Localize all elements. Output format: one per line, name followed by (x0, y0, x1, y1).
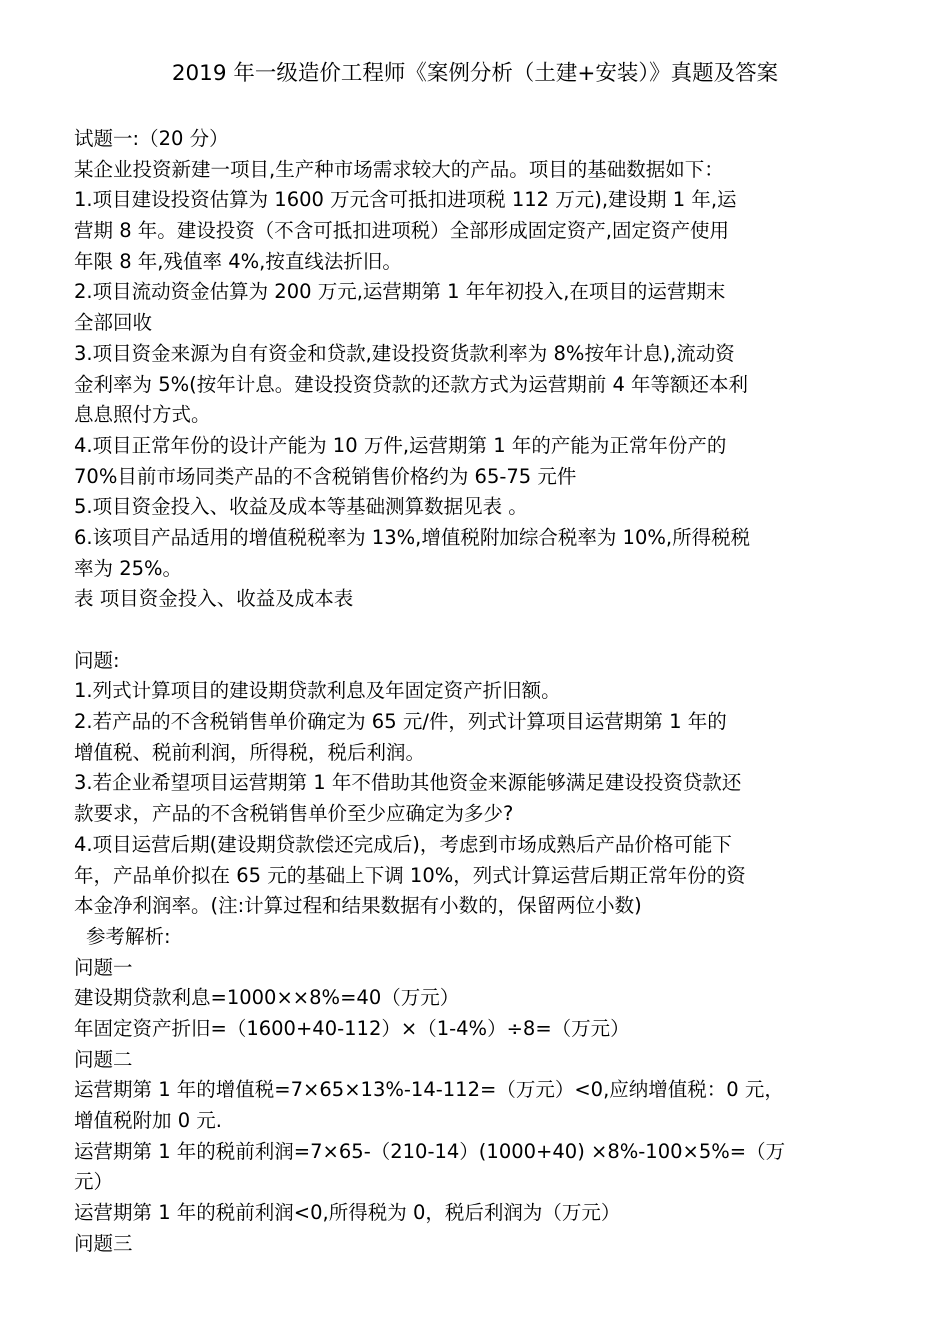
text-line: 试题一:（20 分） (74, 127, 229, 150)
text-line: 元） (74, 1170, 114, 1194)
document-body (74, 124, 854, 1259)
document-title: 2019 年一级造价工程师《案例分析（土建+安装）》真题及答案 (171, 61, 779, 86)
text-line: 运营期第 1 年的增值税=7×65×13%-14-112=（万元）<0,应纳增值税：0 元， (74, 1078, 784, 1102)
text-line: 本金净利润率。(注:计算过程和结果数据有小数的，保留两位小数) (74, 894, 642, 918)
text-line: 1.列式计算项目的建设期贷款利息及年固定资产折旧额。 (74, 679, 561, 703)
text-line: 增值税、税前利润，所得税，税后利润。 (74, 740, 426, 764)
text-line: 年限 8 年,残值率 4%,按直线法折旧。 (74, 249, 402, 273)
text-line: 全部回收 (74, 311, 153, 335)
text-line: 1.项目建设投资估算为 1600 万元含可抵扣进项税 112 万元),建设期 1 年,运 (74, 188, 737, 212)
text-line: 增值税附加 0 元. (74, 1109, 223, 1132)
text-line: 款要求，产品的不含税销售单价至少应确定为多少? (74, 802, 514, 826)
text-line: 年，产品单价拟在 65 元的基础上下调 10%，列式计算运营后期正常年份的资 (74, 863, 746, 887)
text-line: 金利率为 5%(按年计息。建设投资贷款的还款方式为运营期前 4 年等额还本利 (74, 372, 749, 396)
text-line: 年固定资产折旧=（1600+40-112）×（1-4%）÷8=（万元） (74, 1016, 630, 1040)
text-line: 5.项目资金投入、收益及成本等基础测算数据见表 。 (74, 495, 528, 519)
text-line: 2.项目流动资金估算为 200 万元,运营期第 1 年年初投入,在项目的运营期末 (74, 280, 726, 304)
text-line: 问题: (74, 648, 120, 672)
blank-line (74, 615, 854, 646)
text-line: 3.若企业希望项目运营期第 1 年不借助其他资金来源能够满足建设投资贷款还 (74, 771, 742, 795)
text-line: 4.项目正常年份的设计产能为 10 万件,运营期第 1 年的产能为正常年份产的 (74, 433, 727, 457)
text-line: 问题二 (74, 1047, 133, 1071)
text-line: 某企业投资新建一项目,生产种市场需求较大的产品。项目的基础数据如下： (74, 157, 724, 181)
text-line: 问题三 (74, 1231, 133, 1255)
text-line: 率为 25%。 (74, 556, 183, 580)
text-line: 参考解析: (86, 924, 171, 948)
text-line: 表 项目资金投入、收益及成本表 (74, 587, 354, 611)
text-line: 营期 8 年。建设投资（不含可抵扣进项税）全部形成固定资产,固定资产使用 (74, 219, 730, 243)
text-line: 4.项目运营后期(建设期贷款偿还完成后)，考虑到市场成熟后产品价格可能下 (74, 832, 732, 856)
text-line: 息息照付方式。 (74, 403, 211, 427)
text-line: 2.若产品的不含税销售单价确定为 65 元/件，列式计算项目运营期第 1 年的 (74, 710, 727, 734)
text-line: 70%目前市场同类产品的不含税销售价格约为 65-75 元件 (74, 464, 577, 488)
text-line: 建设期贷款利息=1000××8%=40（万元） (74, 986, 460, 1010)
text-line: 6.该项目产品适用的增值税税率为 13%,增值税附加综合税率为 10%,所得税税 (74, 525, 751, 549)
text-line: 运营期第 1 年的税前利润<0,所得税为 0，税后利润为（万元） (74, 1201, 621, 1225)
text-line: 运营期第 1 年的税前利润=7×65-（210-14）(1000+40) ×8%-100×5%=（万 (74, 1139, 786, 1163)
text-line: 问题一 (74, 955, 133, 979)
text-line: 3.项目资金来源为自有资金和贷款,建设投资货款利率为 8%按年计息),流动资 (74, 341, 735, 365)
